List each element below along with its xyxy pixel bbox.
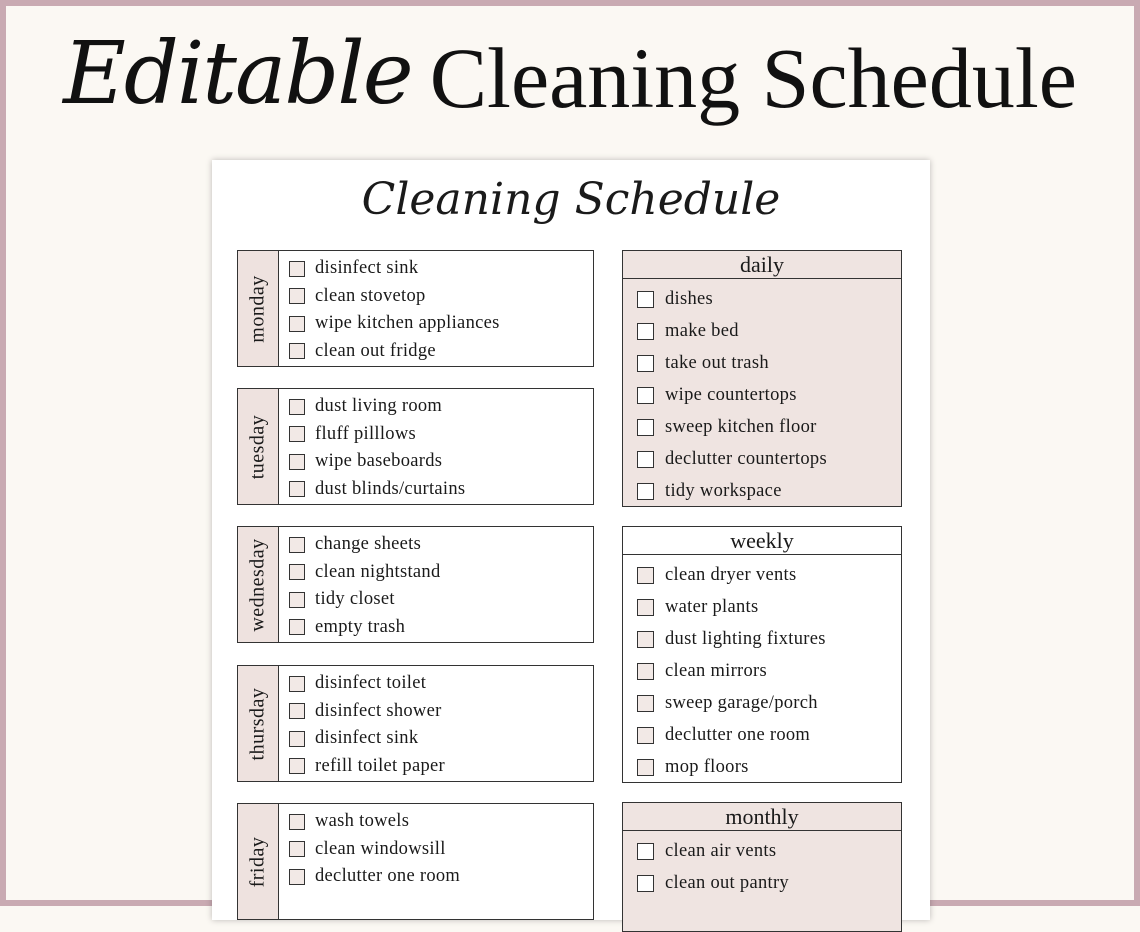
task-item[interactable] [637,655,901,687]
checkbox[interactable] [289,454,305,470]
checkbox[interactable] [289,731,305,747]
task-label: sweep garage/porch [665,692,818,713]
daily-header: daily [623,251,901,279]
day-label: monday [246,274,269,343]
task-item[interactable] [637,591,901,623]
checkbox[interactable] [637,323,654,340]
checkbox[interactable] [637,727,654,744]
task-item[interactable] [637,751,901,783]
task-label: dust lighting fixtures [665,628,826,649]
day-tab-tuesday [238,389,279,504]
task-item[interactable] [289,283,500,311]
checkbox[interactable] [637,451,654,468]
task-label: clean dryer vents [665,564,797,585]
task-item[interactable] [289,476,465,504]
task-label: dust living room [315,396,443,417]
checkbox[interactable] [637,843,654,860]
task-label: mop floors [665,756,749,777]
task-label: make bed [665,320,739,341]
task-item[interactable] [289,338,500,366]
day-box-tuesday [237,388,594,505]
monthly-header: monthly [623,803,901,831]
task-label: disinfect shower [315,700,442,721]
checkbox[interactable] [637,759,654,776]
banner-title: Cleaning Schedule [429,30,1077,126]
checkbox[interactable] [637,567,654,584]
task-item[interactable] [289,531,441,559]
task-item[interactable] [289,670,445,698]
day-label: wednesday [246,537,269,632]
task-label: tidy workspace [665,480,782,501]
task-item[interactable] [637,867,901,899]
task-label: empty trash [315,616,406,637]
day-tab-friday [238,804,279,919]
task-label: clean out fridge [315,340,436,361]
task-item[interactable] [637,719,901,751]
task-label: clean stovetop [315,285,426,306]
task-label: dishes [665,288,714,309]
banner-script-word: Editable [63,24,412,124]
task-label: water plants [665,596,759,617]
task-item[interactable] [637,283,901,315]
task-list [623,279,901,507]
checkbox[interactable] [289,481,305,497]
task-label: fluff pilllows [315,423,416,444]
task-item[interactable] [289,393,465,421]
checkbox[interactable] [637,695,654,712]
checkbox[interactable] [289,399,305,415]
checkbox[interactable] [637,291,654,308]
task-item[interactable] [637,411,901,443]
checkbox[interactable] [637,663,654,680]
task-item[interactable] [289,836,460,864]
task-label: declutter one room [665,724,811,745]
task-label: clean windowsill [315,838,446,859]
task-label: dust blinds/curtains [315,478,466,499]
day-label: tuesday [246,414,269,479]
task-label: disinfect sink [315,728,419,749]
task-item[interactable] [289,559,441,587]
task-list [279,389,465,504]
task-label: disinfect sink [315,258,419,279]
checkbox[interactable] [289,841,305,857]
checkbox[interactable] [289,564,305,580]
checkbox[interactable] [637,631,654,648]
checkbox[interactable] [289,426,305,442]
checkbox[interactable] [289,676,305,692]
day-tab-wednesday [238,527,279,642]
task-item[interactable] [637,623,901,655]
checkbox[interactable] [289,592,305,608]
task-item[interactable] [289,448,465,476]
task-label: wipe baseboards [315,451,443,472]
task-label: take out trash [665,352,769,373]
weekly-header: weekly [623,527,901,555]
task-item[interactable] [637,347,901,379]
task-item[interactable] [637,475,901,507]
task-item[interactable] [637,443,901,475]
task-item[interactable] [289,255,500,283]
checkbox[interactable] [289,869,305,885]
checkbox[interactable] [637,599,654,616]
task-label: change sheets [315,534,422,555]
task-item[interactable] [637,379,901,411]
task-label: clean mirrors [665,660,768,681]
task-item[interactable] [289,698,445,726]
task-list [623,555,901,783]
sheet-title: Cleaning Schedule [361,174,781,225]
task-label: tidy closet [315,589,395,610]
day-box-thursday [237,665,594,782]
day-label: thursday [246,687,269,760]
checkbox[interactable] [637,483,654,500]
task-label: declutter one room [315,866,461,887]
task-list [623,831,901,899]
task-list [279,804,460,919]
checkbox[interactable] [637,419,654,436]
checkbox[interactable] [289,288,305,304]
task-item[interactable] [289,421,465,449]
task-label: clean out pantry [665,872,789,893]
task-item[interactable] [289,586,441,614]
day-box-wednesday [237,526,594,643]
task-item[interactable] [289,808,460,836]
task-list [279,666,445,781]
day-box-friday [237,803,594,920]
daily-box [622,250,902,507]
day-tab-thursday [238,666,279,781]
task-label: clean nightstand [315,561,441,582]
task-label: clean air vents [665,840,777,861]
checkbox[interactable] [289,619,305,635]
task-list [279,251,500,366]
checkbox[interactable] [289,814,305,830]
checkbox[interactable] [289,758,305,774]
weekly-box [622,526,902,783]
task-item[interactable] [289,310,500,338]
checkbox[interactable] [289,316,305,332]
day-tab-monday [238,251,279,366]
task-label: declutter countertops [665,448,827,469]
checkbox[interactable] [289,261,305,277]
task-label: disinfect toilet [315,673,427,694]
checkbox[interactable] [289,537,305,553]
checkbox[interactable] [289,703,305,719]
checkbox[interactable] [637,875,654,892]
task-label: wash towels [315,811,410,832]
task-item[interactable] [637,835,901,867]
day-box-monday [237,250,594,367]
task-item[interactable] [289,725,445,753]
task-label: sweep kitchen floor [665,416,817,437]
task-label: wipe kitchen appliances [315,313,500,334]
checkbox[interactable] [637,387,654,404]
task-item[interactable] [289,863,460,891]
banner [40,8,1100,148]
monthly-box [622,802,902,932]
day-label: friday [246,836,269,887]
checkbox[interactable] [289,343,305,359]
task-item[interactable] [637,687,901,719]
task-item[interactable] [289,753,445,781]
task-item[interactable] [637,315,901,347]
task-item[interactable] [637,559,901,591]
schedule-sheet [212,160,930,920]
checkbox[interactable] [637,355,654,372]
task-label: wipe countertops [665,384,797,405]
task-item[interactable] [289,614,441,642]
task-list [279,527,441,642]
task-label: refill toilet paper [315,755,446,776]
